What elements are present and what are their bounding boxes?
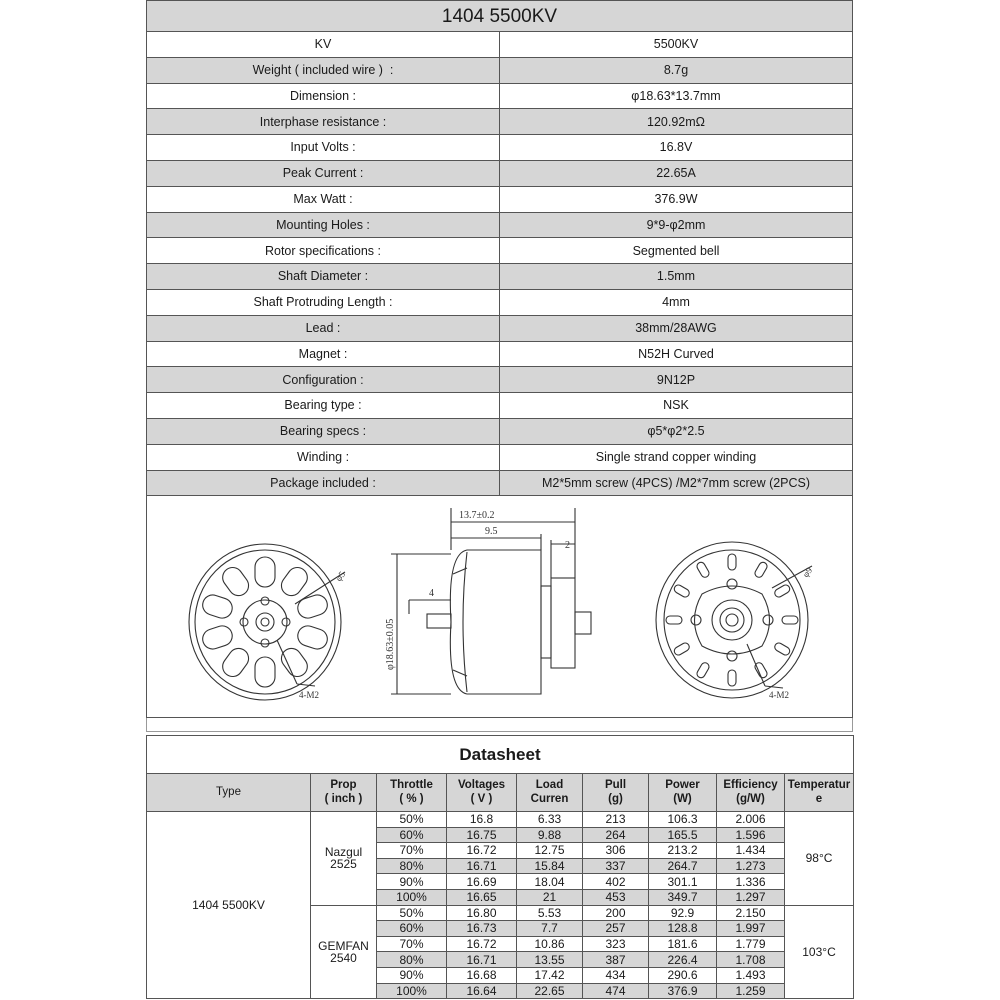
voltage-cell: 16.73 [447,921,517,937]
spec-value: NSK [500,393,853,419]
pull-cell: 387 [583,952,649,968]
spec-row [147,186,853,212]
spec-row [147,444,853,470]
throttle-cell: 100% [377,889,447,905]
bell-vent-slot [295,623,330,651]
base-vent-slot [673,584,691,599]
spec-row [147,367,853,393]
pull-cell: 402 [583,874,649,890]
power-cell: 181.6 [649,936,717,952]
left-screw-dim: 4-M2 [299,690,319,700]
base-vent-slot [696,661,711,679]
throttle-cell: 50% [377,812,447,828]
header-power-line2: (W) [673,792,692,805]
pull-cell: 323 [583,936,649,952]
pull-cell: 257 [583,921,649,937]
spec-label: Shaft Protruding Length : [147,289,500,315]
spec-value: 38mm/28AWG [500,315,853,341]
pull-cell: 200 [583,905,649,921]
spec-row [147,264,853,290]
spec-value: 8.7g [500,57,853,83]
efficiency-cell: 1.434 [717,843,785,859]
spec-label: Bearing type : [147,393,500,419]
spec-label: Interphase resistance : [147,109,500,135]
spec-value: M2*5mm screw (4PCS) /M2*7mm screw (2PCS) [500,470,853,496]
efficiency-cell: 1.708 [717,952,785,968]
spec-label: Shaft Diameter : [147,264,500,290]
header-throttle-line1: Throttle [390,779,433,792]
power-cell: 92.9 [649,905,717,921]
current-cell: 7.7 [517,921,583,937]
header-throttle [377,774,447,812]
pull-cell: 306 [583,843,649,859]
spec-label: Winding : [147,444,500,470]
spec-row [147,160,853,186]
motor-drawing-svg [147,494,854,718]
spec-value: 9*9-φ2mm [500,212,853,238]
header-prop [311,774,377,812]
spec-value: 4mm [500,289,853,315]
spec-label: Mounting Holes : [147,212,500,238]
power-cell: 264.7 [649,858,717,874]
spec-label: Peak Current : [147,160,500,186]
voltage-cell: 16.69 [447,874,517,890]
motor-type-cell: 1404 5500KV [147,812,311,999]
throttle-cell: 90% [377,967,447,983]
header-power-line1: Power [665,779,700,792]
datasheet-header-row [147,774,854,812]
bell-top-view [189,544,348,700]
header-efficiency [717,774,785,812]
voltage-cell: 16.71 [447,952,517,968]
bell-vent-slot [255,557,275,587]
header-pull-line1: Pull [604,779,627,792]
current-cell: 5.53 [517,905,583,921]
spec-value: φ18.63*13.7mm [500,83,853,109]
voltage-cell: 16.72 [447,936,517,952]
spec-row [147,315,853,341]
spec-value: 9N12P [500,367,853,393]
temperature-cell: 103°C [785,905,854,999]
spec-value: 5500KV [500,32,853,58]
dim-diameter: φ18.63±0.05 [385,618,396,670]
base-vent-slot [728,670,736,686]
voltage-cell: 16.71 [447,858,517,874]
right-screw-dim: 4-M2 [769,690,789,700]
voltage-cell: 16.80 [447,905,517,921]
throttle-cell: 70% [377,843,447,859]
header-pull [583,774,649,812]
efficiency-cell: 1.493 [717,967,785,983]
current-cell: 22.65 [517,983,583,999]
spec-value: 22.65A [500,160,853,186]
pull-cell: 337 [583,858,649,874]
header-voltages-line1: Voltages [457,779,506,792]
current-cell: 13.55 [517,952,583,968]
throttle-cell: 90% [377,874,447,890]
efficiency-cell: 1.259 [717,983,785,999]
efficiency-cell: 1.297 [717,889,785,905]
efficiency-cell: 1.596 [717,827,785,843]
pull-cell: 474 [583,983,649,999]
prop-name-line: 2540 [330,950,357,965]
current-cell: 6.33 [517,812,583,828]
spec-row [147,212,853,238]
current-cell: 18.04 [517,874,583,890]
throttle-cell: 100% [377,983,447,999]
power-cell: 213.2 [649,843,717,859]
spec-label: Configuration : [147,367,500,393]
base-vent-slot [696,561,711,579]
base-vent-slot [673,642,691,657]
power-cell: 165.5 [649,827,717,843]
spec-label: Magnet : [147,341,500,367]
power-cell: 349.7 [649,889,717,905]
spec-value: 120.92mΩ [500,109,853,135]
temperature-cell: 98°C [785,812,854,906]
pull-cell: 213 [583,812,649,828]
left-hole-dim: φ5 [333,569,348,584]
spec-row [147,109,853,135]
header-efficiency-line2: (g/W) [736,792,765,805]
throttle-cell: 60% [377,921,447,937]
prop-cell [311,905,377,999]
spec-label: Bearing specs : [147,418,500,444]
power-cell: 226.4 [649,952,717,968]
header-prop-line2: ( inch ) [324,792,363,805]
base-vent-slot [782,616,798,624]
header-voltages [447,774,517,812]
spec-label: Weight ( included wire ) : [147,57,500,83]
voltage-cell: 16.65 [447,889,517,905]
dim-shaft: 4 [429,588,434,599]
spec-label: Dimension : [147,83,500,109]
spec-row [147,341,853,367]
pull-cell: 453 [583,889,649,905]
spec-label: Package included : [147,470,500,496]
power-cell: 376.9 [649,983,717,999]
prop-name-line: GEMFAN [318,938,369,953]
pull-cell: 434 [583,967,649,983]
header-pull-line2: (g) [608,792,623,805]
voltage-cell: 16.75 [447,827,517,843]
power-cell: 128.8 [649,921,717,937]
efficiency-cell: 1.336 [717,874,785,890]
throttle-cell: 80% [377,858,447,874]
divider-strip [146,718,853,732]
header-temperature [785,774,854,812]
spec-title-row [147,1,853,32]
efficiency-cell: 1.273 [717,858,785,874]
base-vent-slot [773,642,791,657]
base-vent-slot [666,616,682,624]
spec-label: Max Watt : [147,186,500,212]
current-cell: 17.42 [517,967,583,983]
prop-cell [311,812,377,906]
header-power [649,774,717,812]
header-prop-line1: Prop [330,779,357,792]
spec-label: KV [147,32,500,58]
bell-vent-slot [255,657,275,687]
header-voltages-line2: ( V ) [470,792,493,805]
spec-row [147,32,853,58]
spec-label: Lead : [147,315,500,341]
spec-value: 16.8V [500,135,853,161]
spec-value: φ5*φ2*2.5 [500,418,853,444]
header-type: Type [147,774,311,812]
spec-table [146,0,853,496]
voltage-cell: 16.68 [447,967,517,983]
dim-flange: 2 [565,540,570,551]
spec-value: 1.5mm [500,264,853,290]
voltage-cell: 16.72 [447,843,517,859]
right-hole-dim: φ9 [800,565,815,580]
current-cell: 15.84 [517,858,583,874]
bell-vent-slot [295,592,330,620]
spec-value: N52H Curved [500,341,853,367]
header-temperature-line1: Temperatur [787,779,851,792]
current-cell: 10.86 [517,936,583,952]
efficiency-cell: 1.779 [717,936,785,952]
current-cell: 9.88 [517,827,583,843]
datasheet-title-row [147,736,854,774]
bell-vent-slot [200,592,235,620]
motor-base-view [656,542,815,698]
efficiency-cell: 2.150 [717,905,785,921]
current-cell: 21 [517,889,583,905]
spec-row [147,418,853,444]
throttle-cell: 60% [377,827,447,843]
prop-name-line: Nazgul 2525 [324,845,363,872]
base-vent-slot [728,554,736,570]
throttle-cell: 80% [377,952,447,968]
header-load-line1: Load [535,779,564,792]
spec-value: 376.9W [500,186,853,212]
throttle-cell: 70% [377,936,447,952]
spec-title: 1404 5500KV [147,1,853,32]
power-cell: 290.6 [649,967,717,983]
bell-vent-slot [219,564,253,600]
voltage-cell: 16.8 [447,812,517,828]
header-efficiency-line1: Efficiency [723,779,778,792]
spec-row [147,289,853,315]
dim-body: 9.5 [485,526,498,537]
current-cell: 12.75 [517,843,583,859]
spec-row [147,83,853,109]
bell-vent-slot [200,623,235,651]
datasheet-title: Datasheet [147,736,854,774]
efficiency-cell: 2.006 [717,812,785,828]
bell-vent-slot [277,644,311,680]
header-load-line2: Curren [530,792,569,805]
efficiency-cell: 1.997 [717,921,785,937]
header-load [517,774,583,812]
power-cell: 301.1 [649,874,717,890]
header-temperature-line2: e [815,792,823,805]
base-vent-slot [754,561,769,579]
spec-row [147,135,853,161]
datasheet-table [146,735,854,999]
spec-value: Segmented bell [500,238,853,264]
voltage-cell: 16.64 [447,983,517,999]
throttle-cell: 50% [377,905,447,921]
bell-vent-slot [277,564,311,600]
technical-drawing [146,494,853,718]
spec-value: Single strand copper winding [500,444,853,470]
spec-label: Rotor specifications : [147,238,500,264]
dim-length: 13.7±0.2 [459,510,495,521]
header-throttle-line2: ( % ) [399,792,424,805]
spec-row [147,238,853,264]
spec-row [147,393,853,419]
spec-row [147,470,853,496]
bell-vent-slot [219,644,253,680]
spec-label: Input Volts : [147,135,500,161]
spec-row [147,57,853,83]
pull-cell: 264 [583,827,649,843]
datasheet-row [147,812,854,828]
power-cell: 106.3 [649,812,717,828]
